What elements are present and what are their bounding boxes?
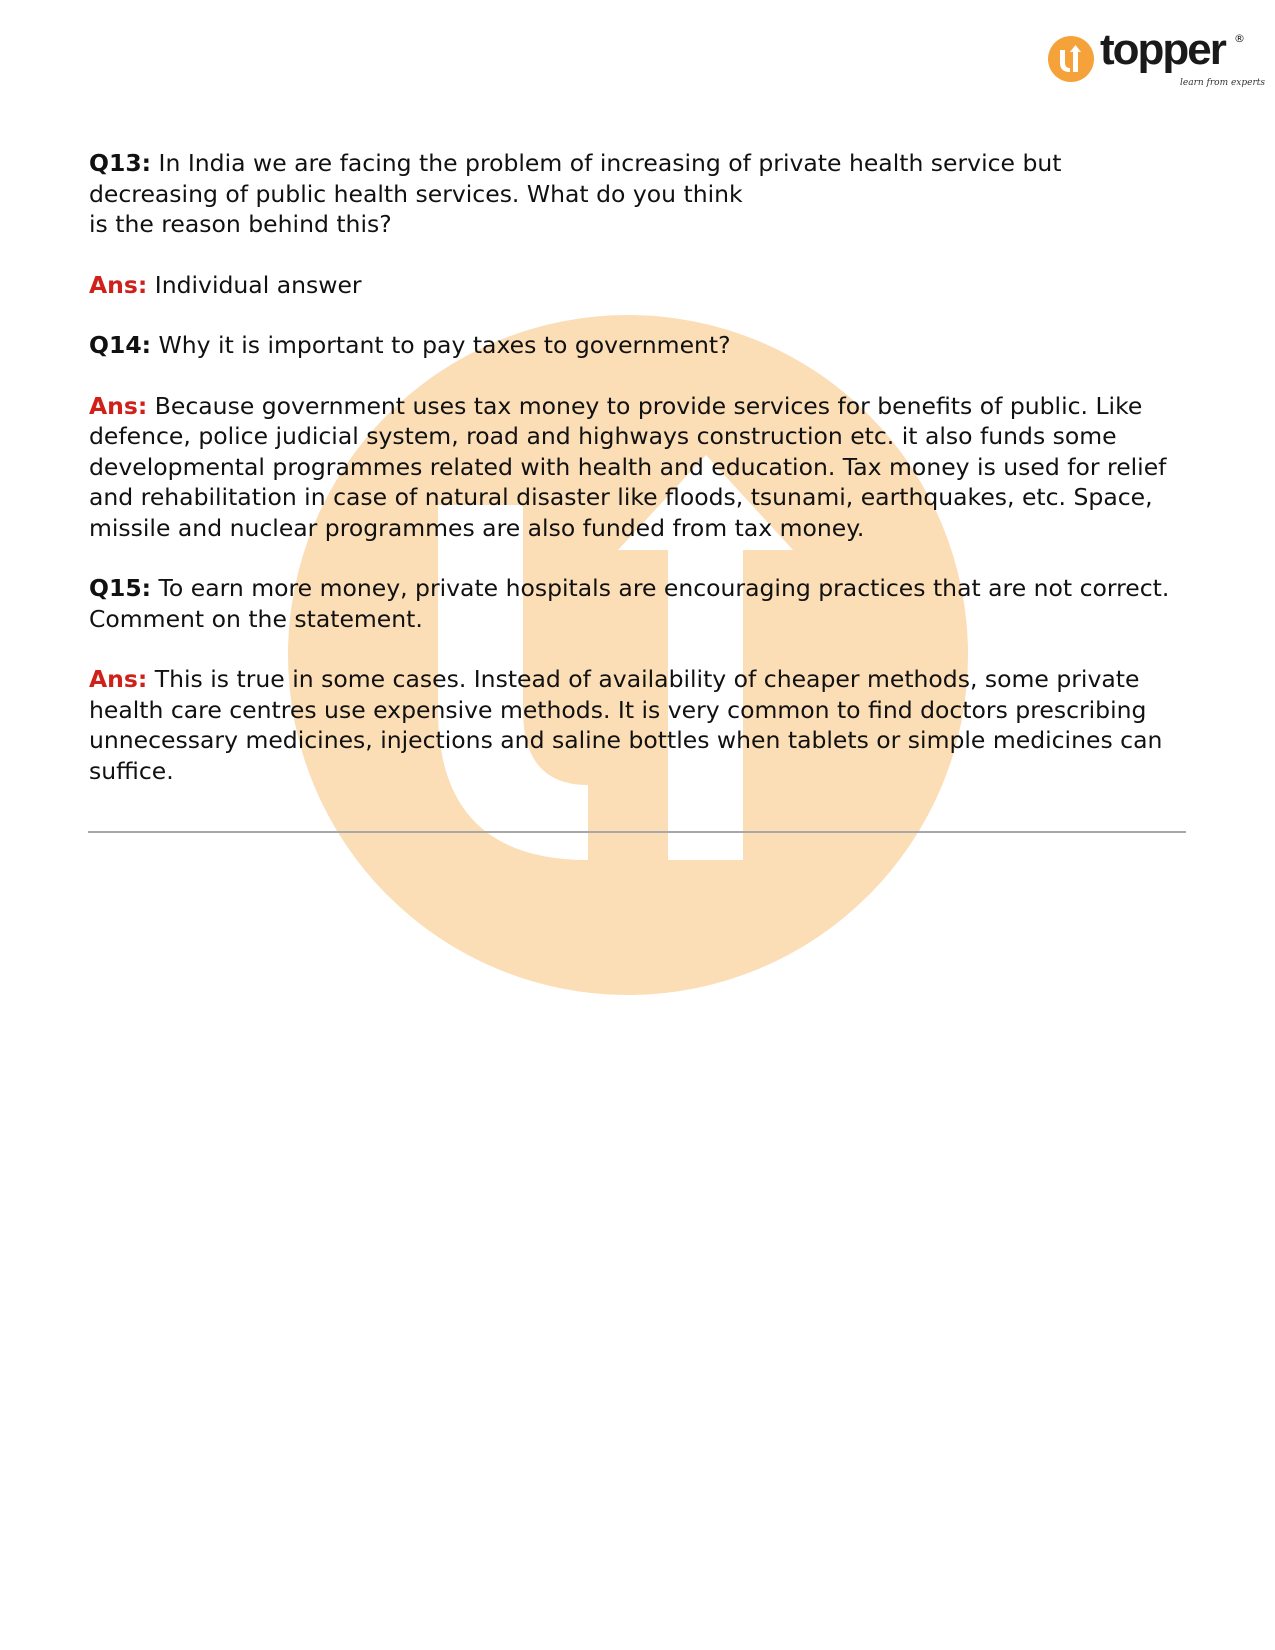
logo-tagline: learn from experts — [1180, 78, 1266, 88]
qa-content — [89, 148, 1189, 816]
question-text: In India we are facing the problem of increasing of private health service but decreasing of public health services. What do you think — [89, 149, 1062, 208]
answer-text: Individual answer — [147, 270, 362, 299]
question-15 — [89, 573, 1189, 634]
answer-label: Ans: — [89, 270, 148, 299]
answer-13 — [89, 270, 1189, 301]
answer-15 — [89, 664, 1189, 786]
registered-mark: ® — [1234, 32, 1245, 45]
horizontal-divider — [88, 831, 1186, 833]
topper-logo[interactable] — [1048, 25, 1266, 94]
question-label: Q15: — [89, 574, 152, 602]
question-text: To earn more money, private hospitals are encouraging practices that are not correct. Comment on the statement. — [89, 574, 1170, 633]
answer-text: Because government uses tax money to provide services for benefits of public. Like defence, police judicial system, road and highways construction etc. it also funds some developmental programmes related with health and education. Tax money is used for relief and rehabilitation in case of natural disaster like floods, tsunami, earthquakes, etc. Space, missile and nuclear programmes are also funded from tax money. — [89, 391, 1167, 542]
question-13 — [89, 148, 1189, 240]
question-label: Q14: — [89, 331, 152, 359]
answer-14 — [89, 391, 1189, 544]
answer-text: This is true in some cases. Instead of availability of cheaper methods, some private health care centres use expensive methods. It is very common to find doctors prescribing unnecessary medicines, injections and saline bottles when tablets or simple medicines can suffice. — [89, 665, 1163, 785]
question-text: Why it is important to pay taxes to government? — [151, 331, 731, 359]
logo-wordmark: topper — [1100, 25, 1225, 74]
question-14 — [89, 330, 1189, 361]
question-text-continued: is the reason behind this? — [89, 210, 392, 238]
answer-label: Ans: — [89, 665, 148, 693]
answer-label: Ans: — [89, 391, 148, 420]
u-arrow-icon — [1048, 36, 1094, 82]
question-label: Q13: — [89, 149, 152, 177]
